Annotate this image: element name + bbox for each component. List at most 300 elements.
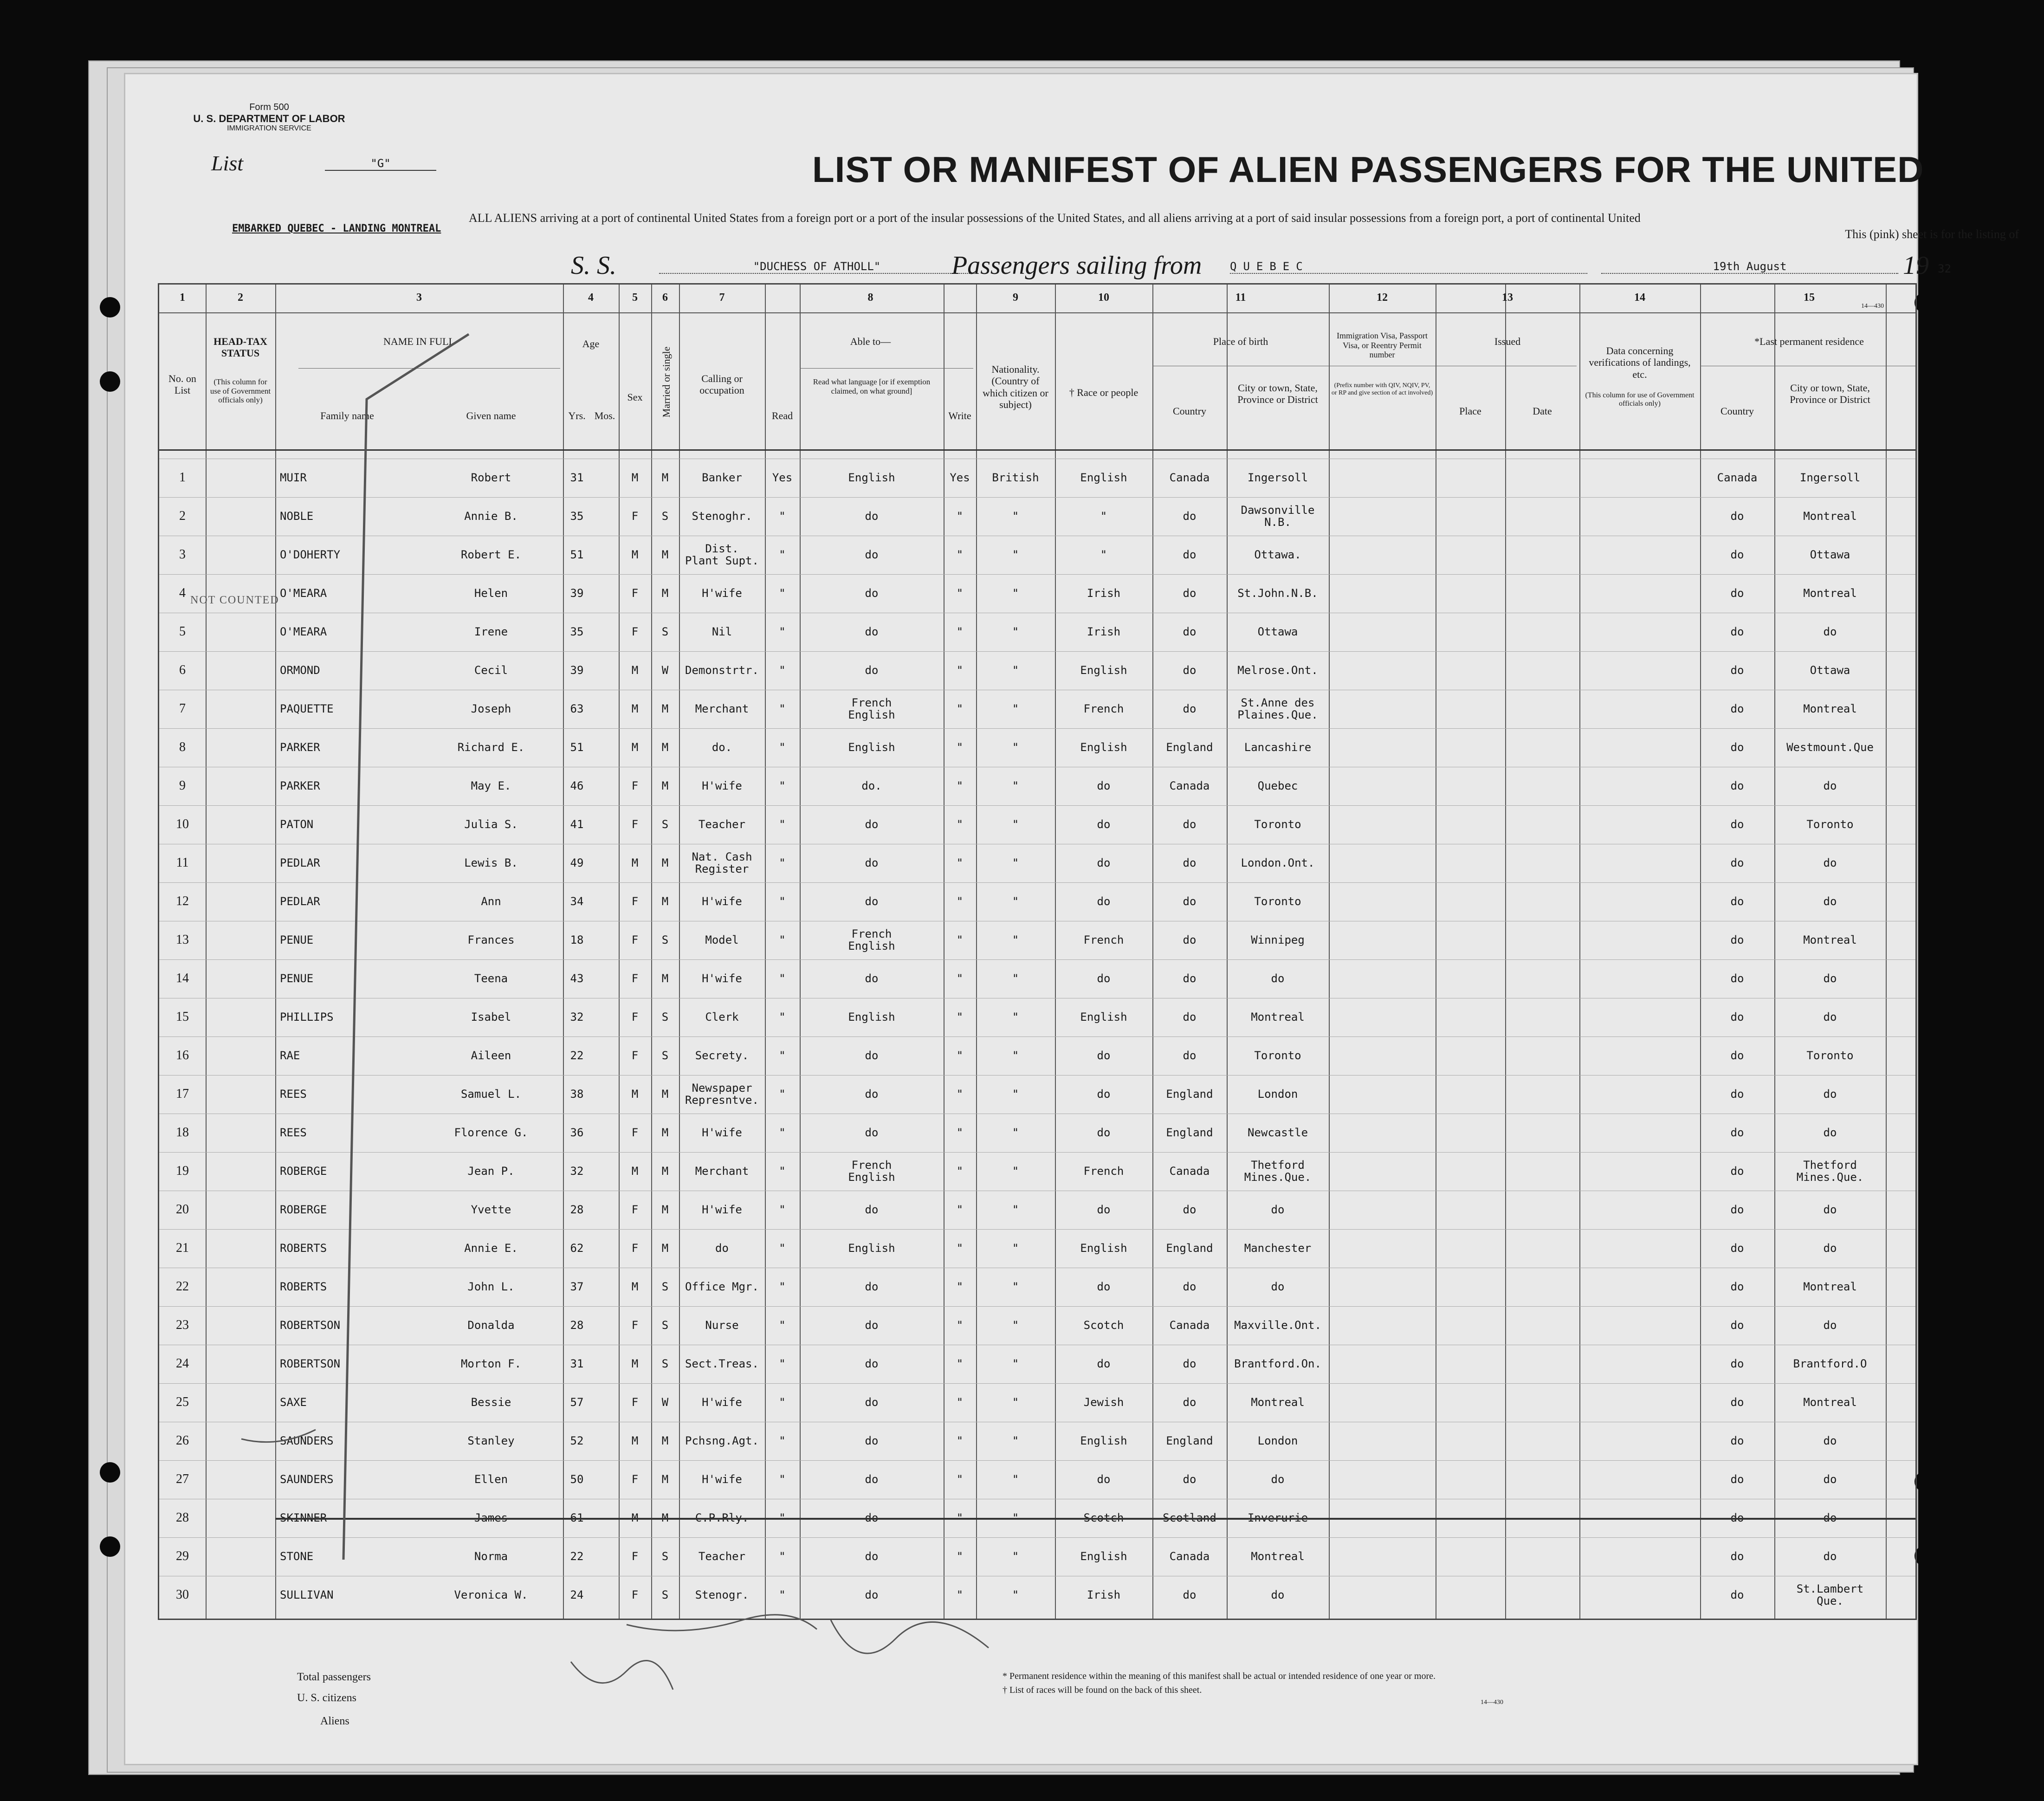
cell-age: 22 bbox=[570, 1549, 584, 1563]
cell-bcity: Brantford.On. bbox=[1234, 1357, 1321, 1370]
header-read: Read bbox=[771, 410, 793, 421]
cell-family: ROBERGE bbox=[280, 1203, 327, 1216]
cell-race: do bbox=[1097, 1049, 1111, 1062]
sailing-date: 19th August bbox=[1601, 260, 1898, 274]
cell-race: " bbox=[1100, 548, 1107, 561]
cell-occ: Office Mgr. bbox=[685, 1280, 759, 1293]
cell-lang: do bbox=[865, 586, 879, 600]
cell-rcountry: do bbox=[1730, 1049, 1744, 1062]
cell-no: 18 bbox=[176, 1125, 189, 1140]
cell-lang: do bbox=[865, 972, 879, 985]
cell-age: 49 bbox=[570, 856, 584, 869]
punch-hole bbox=[100, 297, 120, 317]
cell-sex: F bbox=[631, 894, 639, 908]
cell-bcity: Ottawa. bbox=[1254, 548, 1301, 561]
ship-name: "DUCHESS OF ATHOLL" bbox=[659, 260, 975, 274]
header-birth-country: Country bbox=[1172, 405, 1207, 417]
cell-read: " bbox=[779, 1126, 786, 1139]
cell-rcountry: do bbox=[1730, 1010, 1744, 1024]
punch-hole bbox=[1915, 1546, 1935, 1566]
punch-hole bbox=[100, 1462, 120, 1483]
cell-nat: " bbox=[1012, 1472, 1019, 1486]
cell-age: 35 bbox=[570, 509, 584, 523]
cell-lang: do bbox=[865, 1280, 879, 1293]
cell-no: 2 bbox=[179, 508, 186, 523]
cell-read: " bbox=[779, 1472, 786, 1486]
cell-bcity: Toronto bbox=[1254, 817, 1301, 831]
cell-read: " bbox=[779, 1164, 786, 1178]
cell-family: PATON bbox=[280, 817, 314, 831]
cell-read: " bbox=[779, 1203, 786, 1216]
cell-no: 7 bbox=[179, 701, 186, 716]
cell-read: Yes bbox=[772, 471, 793, 484]
cell-rcity: Montreal bbox=[1803, 933, 1857, 946]
cell-nat: " bbox=[1012, 548, 1019, 561]
cell-occ: C.P.Rly. bbox=[695, 1511, 749, 1524]
cell-ms: S bbox=[661, 1280, 669, 1293]
cell-sex: M bbox=[631, 471, 639, 484]
cell-bcity: Newcastle bbox=[1247, 1126, 1308, 1139]
cell-bcity: Ottawa bbox=[1257, 625, 1298, 638]
cell-bcountry: Canada bbox=[1169, 779, 1210, 792]
cell-bcountry: do bbox=[1183, 933, 1197, 946]
cell-bcountry: do bbox=[1183, 1280, 1197, 1293]
cell-nat: " bbox=[1012, 856, 1019, 869]
cell-given: Helen bbox=[474, 586, 508, 600]
cell-race: English bbox=[1080, 1549, 1127, 1563]
cell-read: " bbox=[779, 548, 786, 561]
cell-occ: Model bbox=[705, 933, 739, 946]
cell-ms: M bbox=[661, 779, 669, 792]
cell-sex: F bbox=[631, 779, 639, 792]
cell-race: French bbox=[1083, 933, 1124, 946]
cell-nat: " bbox=[1012, 1241, 1019, 1255]
cell-bcity: London.Ont. bbox=[1241, 856, 1315, 869]
cell-race: do bbox=[1097, 1472, 1111, 1486]
cell-read: " bbox=[779, 663, 786, 677]
cell-bcity: London bbox=[1257, 1087, 1298, 1101]
cell-occ: Demonstrtr. bbox=[685, 663, 759, 677]
cell-rcountry: do bbox=[1730, 548, 1744, 561]
cell-lang: French English bbox=[848, 1158, 895, 1184]
cell-given: Teena bbox=[474, 972, 508, 985]
header-no-on-list: No. on List bbox=[168, 373, 196, 396]
cell-bcity: do bbox=[1271, 1280, 1285, 1293]
cell-bcountry: do bbox=[1183, 1357, 1197, 1370]
cell-lang: do bbox=[865, 1395, 879, 1409]
cell-no: 1 bbox=[179, 470, 186, 485]
cell-rcity: Toronto bbox=[1806, 1049, 1854, 1062]
cell-write: " bbox=[956, 663, 964, 677]
cell-sex: F bbox=[631, 625, 639, 638]
cell-lang: do bbox=[865, 817, 879, 831]
cell-sex: M bbox=[631, 856, 639, 869]
cell-no: 29 bbox=[176, 1548, 189, 1563]
cell-occ: H'wife bbox=[702, 1203, 742, 1216]
cell-ms: M bbox=[661, 1472, 669, 1486]
cell-rcity: Montreal bbox=[1803, 702, 1857, 715]
cell-occ: Nat. Cash Register bbox=[692, 850, 752, 875]
col-number: 1 bbox=[180, 292, 185, 304]
cell-given: Stanley bbox=[467, 1434, 515, 1447]
cell-race: English bbox=[1080, 1010, 1127, 1024]
cell-given: Frances bbox=[467, 933, 515, 946]
cell-read: " bbox=[779, 1395, 786, 1409]
cell-bcountry: Canada bbox=[1169, 471, 1210, 484]
cell-read: " bbox=[779, 509, 786, 523]
cell-no: 13 bbox=[176, 932, 189, 947]
col-number: 2 bbox=[238, 292, 243, 304]
col-number: 4 bbox=[588, 292, 594, 304]
cell-ms: S bbox=[661, 1049, 669, 1062]
cell-write: " bbox=[956, 1472, 964, 1486]
cell-given: Samuel L. bbox=[460, 1087, 522, 1101]
cell-write: Yes bbox=[950, 471, 970, 484]
cell-nat: " bbox=[1012, 933, 1019, 946]
col-number: 10 bbox=[1098, 292, 1109, 304]
cell-given: Annie B. bbox=[464, 509, 518, 523]
cell-age: 46 bbox=[570, 779, 584, 792]
cell-bcountry: England bbox=[1166, 1087, 1213, 1101]
cell-given: Robert bbox=[471, 471, 511, 484]
cell-given: Morton F. bbox=[460, 1357, 522, 1370]
cell-no: 30 bbox=[176, 1587, 189, 1602]
cell-occ: Nurse bbox=[705, 1318, 739, 1332]
cell-race: Jewish bbox=[1083, 1395, 1124, 1409]
cell-occ: Teacher bbox=[698, 817, 746, 831]
header-yrs: Yrs. bbox=[568, 410, 586, 421]
cell-ms: M bbox=[661, 894, 669, 908]
header-write: Write bbox=[948, 410, 971, 421]
cell-bcity: Dawsonville N.B. bbox=[1241, 503, 1315, 529]
cell-sex: F bbox=[631, 586, 639, 600]
cell-write: " bbox=[956, 1549, 964, 1563]
cell-rcity: do bbox=[1823, 779, 1837, 792]
cell-lang: do bbox=[865, 1049, 879, 1062]
cell-write: " bbox=[956, 1588, 964, 1601]
cell-bcity: Winnipeg bbox=[1251, 933, 1305, 946]
header-given-name: Given name bbox=[466, 410, 516, 421]
cell-no: 27 bbox=[176, 1471, 189, 1486]
cell-bcountry: England bbox=[1166, 1126, 1213, 1139]
cell-nat: " bbox=[1012, 1588, 1019, 1601]
sailing-label: Passengers sailing from bbox=[951, 251, 1202, 280]
footnote-races: † List of races will be found on the back of this sheet. bbox=[1003, 1685, 1202, 1695]
cell-given: Bessie bbox=[471, 1395, 511, 1409]
cell-rcity: Toronto bbox=[1806, 817, 1854, 831]
cell-sex: M bbox=[631, 1164, 639, 1178]
cell-ms: M bbox=[661, 702, 669, 715]
cell-bcountry: do bbox=[1183, 625, 1197, 638]
cell-ms: M bbox=[661, 1203, 669, 1216]
cell-read: " bbox=[779, 1357, 786, 1370]
cell-lang: French English bbox=[848, 927, 895, 952]
cell-family: RAE bbox=[280, 1049, 300, 1062]
cell-sex: F bbox=[631, 1395, 639, 1409]
cell-family: O'MEARA bbox=[280, 586, 327, 600]
cell-family: PARKER bbox=[280, 779, 320, 792]
cell-age: 51 bbox=[570, 740, 584, 754]
cell-race: Irish bbox=[1087, 586, 1121, 600]
cell-read: " bbox=[779, 625, 786, 638]
cell-write: " bbox=[956, 625, 964, 638]
cell-family: ROBERTS bbox=[280, 1241, 327, 1255]
cell-rcountry: do bbox=[1730, 702, 1744, 715]
col-number: 11 bbox=[1235, 292, 1246, 304]
cell-race: do bbox=[1097, 779, 1111, 792]
cell-bcountry: do bbox=[1183, 1588, 1197, 1601]
cell-sex: M bbox=[631, 1357, 639, 1370]
cell-nat: " bbox=[1012, 702, 1019, 715]
cell-ms: M bbox=[661, 1241, 669, 1255]
punch-hole bbox=[100, 371, 120, 392]
header-visa-note: (Prefix number with QIV, NQIV, PV, or RP and give section of act involved) bbox=[1331, 382, 1433, 397]
cell-read: " bbox=[779, 1087, 786, 1101]
cell-occ: H'wife bbox=[702, 972, 742, 985]
cell-family: PHILLIPS bbox=[280, 1010, 334, 1024]
page-title: LIST OR MANIFEST OF ALIEN PASSENGERS FOR THE UNITED bbox=[812, 149, 1924, 190]
cell-rcity: do bbox=[1823, 1472, 1837, 1486]
cell-rcountry: do bbox=[1730, 663, 1744, 677]
cell-no: 28 bbox=[176, 1510, 189, 1525]
cell-sex: F bbox=[631, 972, 639, 985]
cell-race: do bbox=[1097, 1203, 1111, 1216]
cell-ms: M bbox=[661, 1126, 669, 1139]
cell-family: ROBERTSON bbox=[280, 1357, 341, 1370]
cell-occ: H'wife bbox=[702, 1395, 742, 1409]
service: IMMIGRATION SERVICE bbox=[227, 124, 311, 133]
cell-race: do bbox=[1097, 856, 1111, 869]
cell-bcity: Montreal bbox=[1251, 1395, 1305, 1409]
cell-nat: British bbox=[992, 471, 1039, 484]
handwritten-check-marks bbox=[125, 74, 1917, 1764]
col-number: 3 bbox=[416, 292, 422, 304]
cell-family: SAUNDERS bbox=[280, 1472, 334, 1486]
cell-write: " bbox=[956, 1434, 964, 1447]
cell-age: 51 bbox=[570, 548, 584, 561]
cell-occ: H'wife bbox=[702, 1126, 742, 1139]
cell-bcity: London bbox=[1257, 1434, 1298, 1447]
col-number: 5 bbox=[632, 292, 638, 304]
header-married: Married or single bbox=[660, 346, 672, 418]
cell-no: 9 bbox=[179, 778, 186, 793]
cell-read: " bbox=[779, 972, 786, 985]
embarked-note: EMBARKED QUEBEC - LANDING MONTREAL bbox=[232, 223, 441, 234]
cell-write: " bbox=[956, 586, 964, 600]
cell-bcity: do bbox=[1271, 972, 1285, 985]
cell-lang: do bbox=[865, 1318, 879, 1332]
cell-rcountry: do bbox=[1730, 856, 1744, 869]
cell-write: " bbox=[956, 894, 964, 908]
cell-sex: M bbox=[631, 740, 639, 754]
cell-bcountry: do bbox=[1183, 663, 1197, 677]
cell-nat: " bbox=[1012, 1395, 1019, 1409]
col-number: 15 bbox=[1804, 292, 1815, 304]
cell-bcountry: Canada bbox=[1169, 1549, 1210, 1563]
cell-bcountry: do bbox=[1183, 548, 1197, 561]
cell-bcountry: do bbox=[1183, 1395, 1197, 1409]
cell-read: " bbox=[779, 1549, 786, 1563]
header-issued: Issued bbox=[1494, 336, 1521, 347]
header-age: Age bbox=[582, 338, 600, 350]
cell-sex: F bbox=[631, 1549, 639, 1563]
cell-rcountry: do bbox=[1730, 625, 1744, 638]
cell-ms: M bbox=[661, 548, 669, 561]
cell-no: 15 bbox=[176, 1009, 189, 1024]
cell-nat: " bbox=[1012, 817, 1019, 831]
form-code-top: 14—430 bbox=[1861, 303, 1884, 310]
cell-age: 38 bbox=[570, 1087, 584, 1101]
year-suffix: 32 bbox=[1938, 262, 1951, 275]
cell-rcity: do bbox=[1823, 1511, 1837, 1524]
cell-ms: S bbox=[661, 1357, 669, 1370]
cell-bcountry: do bbox=[1183, 702, 1197, 715]
cell-race: French bbox=[1083, 1164, 1124, 1178]
cell-lang: do bbox=[865, 509, 879, 523]
cell-bcity: do bbox=[1271, 1588, 1285, 1601]
cell-nat: " bbox=[1012, 625, 1019, 638]
col-number: 8 bbox=[867, 292, 873, 304]
cell-race: do bbox=[1097, 1280, 1111, 1293]
cell-sex: F bbox=[631, 1203, 639, 1216]
cell-no: 5 bbox=[179, 624, 186, 639]
header-name-in-full: NAME IN FULL bbox=[383, 336, 455, 347]
cell-read: " bbox=[779, 702, 786, 715]
cell-nat: " bbox=[1012, 779, 1019, 792]
cell-age: 31 bbox=[570, 1357, 584, 1370]
cell-bcountry: do bbox=[1183, 1010, 1197, 1024]
cell-rcity: Montreal bbox=[1803, 586, 1857, 600]
cell-ms: M bbox=[661, 586, 669, 600]
header-place-of-birth: Place of birth bbox=[1213, 336, 1268, 347]
header-residence-city: City or town, State, Province or District bbox=[1790, 382, 1870, 406]
cell-family: PENUE bbox=[280, 933, 314, 946]
cell-write: " bbox=[956, 1357, 964, 1370]
cell-bcity: Quebec bbox=[1257, 779, 1298, 792]
cell-rcity: Montreal bbox=[1803, 509, 1857, 523]
cell-age: 62 bbox=[570, 1241, 584, 1255]
cell-rcity: do bbox=[1823, 1318, 1837, 1332]
cell-nat: " bbox=[1012, 663, 1019, 677]
cell-race: Irish bbox=[1087, 1588, 1121, 1601]
cell-nat: " bbox=[1012, 1357, 1019, 1370]
cell-occ: Clerk bbox=[705, 1010, 739, 1024]
cell-rcountry: do bbox=[1730, 1395, 1744, 1409]
cell-read: " bbox=[779, 1010, 786, 1024]
subtitle-2: This (pink) sheet is for the listing of bbox=[1845, 227, 2019, 241]
cell-given: Joseph bbox=[471, 702, 511, 715]
cell-age: 34 bbox=[570, 894, 584, 908]
cell-lang: do bbox=[865, 663, 879, 677]
cell-read: " bbox=[779, 1241, 786, 1255]
cell-write: " bbox=[956, 1087, 964, 1101]
cell-bcountry: Canada bbox=[1169, 1318, 1210, 1332]
year-prefix: 19 bbox=[1903, 251, 1929, 280]
cell-read: " bbox=[779, 1434, 786, 1447]
cell-sex: F bbox=[631, 1126, 639, 1139]
cell-no: 26 bbox=[176, 1433, 189, 1448]
cell-write: " bbox=[956, 1241, 964, 1255]
cell-rcountry: do bbox=[1730, 1318, 1744, 1332]
cell-given: Richard E. bbox=[457, 740, 525, 754]
col-number: 6 bbox=[662, 292, 668, 304]
cell-family: ROBERTS bbox=[280, 1280, 327, 1293]
cell-race: do bbox=[1097, 894, 1111, 908]
cell-age: 52 bbox=[570, 1434, 584, 1447]
cell-write: " bbox=[956, 779, 964, 792]
cell-write: " bbox=[956, 1126, 964, 1139]
cell-age: 41 bbox=[570, 817, 584, 831]
cell-bcountry: do bbox=[1183, 894, 1197, 908]
us-citizens-label: U. S. citizens bbox=[297, 1692, 356, 1704]
cell-race: " bbox=[1100, 509, 1107, 523]
cell-rcountry: do bbox=[1730, 1203, 1744, 1216]
cell-rcountry: do bbox=[1730, 740, 1744, 754]
cell-lang: do bbox=[865, 1588, 879, 1601]
cell-family: REES bbox=[280, 1087, 307, 1101]
header-visa: Immigration Visa, Passport Visa, or Reentry Permit number bbox=[1336, 331, 1428, 360]
cell-lang: do bbox=[865, 1434, 879, 1447]
subtitle-1: ALL ALIENS arriving at a port of continental United States from a foreign port or a port of the insular possessions of the United States, and all aliens arriving at a port of said insular possessions from a foreign port, a port of continental United bbox=[469, 211, 1641, 225]
cell-bcountry: do bbox=[1183, 509, 1197, 523]
cell-rcity: Brantford.O bbox=[1793, 1357, 1867, 1370]
cell-nat: " bbox=[1012, 740, 1019, 754]
cell-occ: H'wife bbox=[702, 1472, 742, 1486]
cell-bcity: Montreal bbox=[1251, 1549, 1305, 1563]
cell-ms: W bbox=[661, 663, 669, 677]
manifest-sheet bbox=[125, 74, 2019, 1764]
cell-age: 57 bbox=[570, 1395, 584, 1409]
cell-sex: F bbox=[631, 933, 639, 946]
cell-write: " bbox=[956, 1511, 964, 1524]
cell-sex: M bbox=[631, 1280, 639, 1293]
cell-rcity: Thetford Mines.Que. bbox=[1796, 1158, 1864, 1184]
cell-lang: do. bbox=[861, 779, 882, 792]
cell-read: " bbox=[779, 779, 786, 792]
cell-no: 10 bbox=[176, 816, 189, 831]
cell-bcity: Ingersoll bbox=[1247, 471, 1308, 484]
cell-read: " bbox=[779, 1280, 786, 1293]
cell-given: Yvette bbox=[471, 1203, 511, 1216]
cell-no: 14 bbox=[176, 971, 189, 985]
cell-ms: M bbox=[661, 1511, 669, 1524]
cell-write: " bbox=[956, 1010, 964, 1024]
cell-no: 16 bbox=[176, 1048, 189, 1062]
cell-given: Lewis B. bbox=[464, 856, 518, 869]
cell-no: 19 bbox=[176, 1163, 189, 1178]
cell-rcity: do bbox=[1823, 1549, 1837, 1563]
punch-hole bbox=[1921, 369, 1942, 389]
cell-rcountry: do bbox=[1730, 1126, 1744, 1139]
header-calling: Calling or occupation bbox=[699, 373, 744, 396]
cell-rcity: Ingersoll bbox=[1799, 471, 1861, 484]
cell-race: English bbox=[1080, 663, 1127, 677]
cell-age: 18 bbox=[570, 933, 584, 946]
cell-write: " bbox=[956, 933, 964, 946]
cell-nat: " bbox=[1012, 1549, 1019, 1563]
cell-family: ROBERTSON bbox=[280, 1318, 341, 1332]
cell-ms: M bbox=[661, 1087, 669, 1101]
cell-family: PEDLAR bbox=[280, 856, 320, 869]
cell-no: 6 bbox=[179, 662, 186, 677]
cell-write: " bbox=[956, 1203, 964, 1216]
cell-write: " bbox=[956, 817, 964, 831]
cell-bcity: Toronto bbox=[1254, 1049, 1301, 1062]
aliens-label: Aliens bbox=[320, 1715, 349, 1727]
cell-read: " bbox=[779, 933, 786, 946]
cell-nat: " bbox=[1012, 1126, 1019, 1139]
cell-read: " bbox=[779, 1318, 786, 1332]
